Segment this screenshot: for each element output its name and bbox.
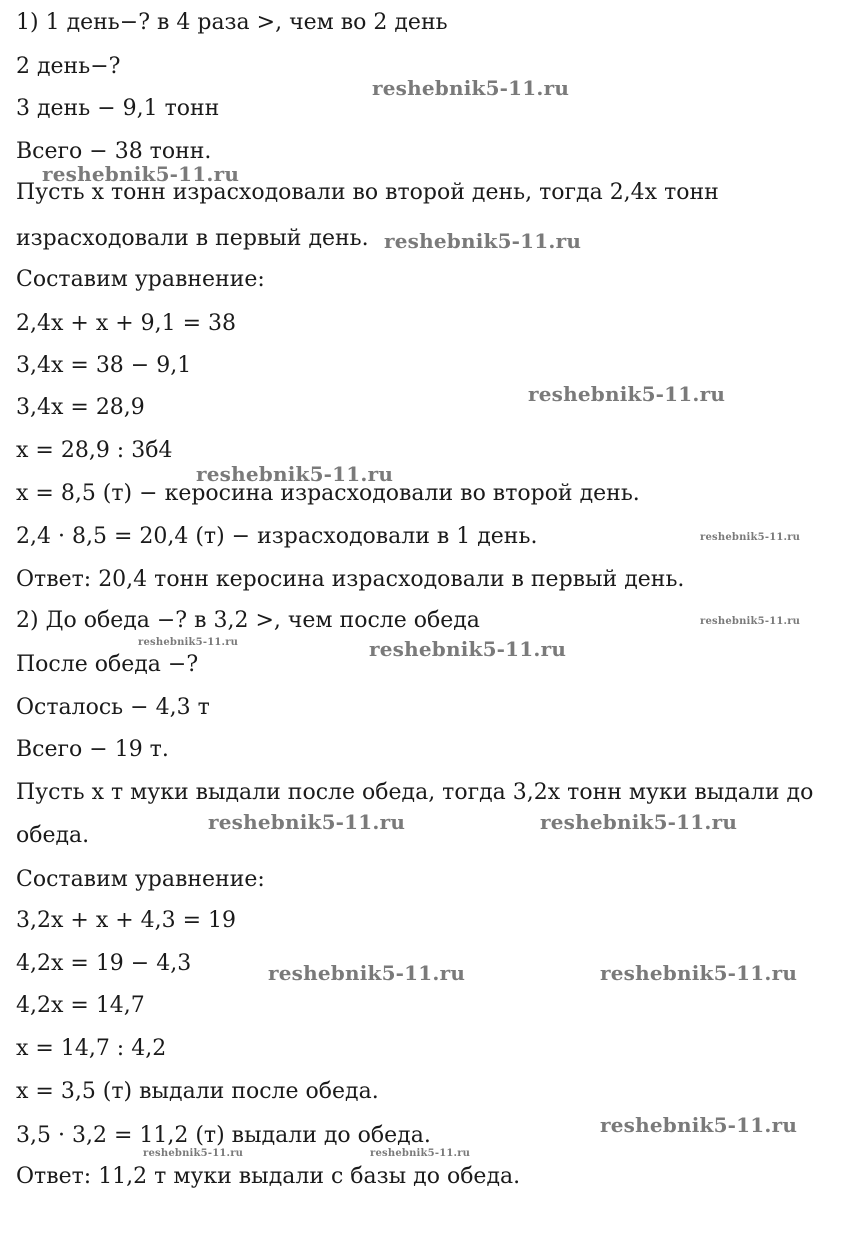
- text-line: x = 28,9 : 3б4: [16, 438, 173, 463]
- watermark: reshebnik5-11.ru: [600, 1113, 798, 1137]
- text-line: 1) 1 день−? в 4 раза >, чем во 2 день: [16, 10, 448, 35]
- text-line: 2,4x + x + 9,1 = 38: [16, 311, 237, 336]
- text-line: Пусть x т муки выдали после обеда, тогда 3,2x тонн муки выдали до: [16, 780, 814, 805]
- text-line: После обеда −?: [16, 652, 199, 677]
- watermark: reshebnik5-11.ru: [138, 637, 239, 648]
- watermark: reshebnik5-11.ru: [370, 1148, 471, 1159]
- watermark: reshebnik5-11.ru: [372, 76, 570, 100]
- watermark: reshebnik5-11.ru: [369, 637, 567, 661]
- text-line: 4,2x = 19 − 4,3: [16, 951, 192, 976]
- text-line: 4,2x = 14,7: [16, 993, 145, 1018]
- watermark: reshebnik5-11.ru: [700, 532, 801, 543]
- watermark: reshebnik5-11.ru: [208, 810, 406, 834]
- text-line: Всего − 19 т.: [16, 737, 169, 762]
- text-line: 2) До обеда −? в 3,2 >, чем после обеда: [16, 608, 480, 633]
- watermark: reshebnik5-11.ru: [42, 162, 240, 186]
- text-line: 3 день − 9,1 тонн: [16, 96, 220, 121]
- watermark: reshebnik5-11.ru: [600, 961, 798, 985]
- text-line: Ответ: 20,4 тонн керосина израсходовали в первый день.: [16, 567, 685, 592]
- watermark: reshebnik5-11.ru: [528, 382, 726, 406]
- watermark: reshebnik5-11.ru: [700, 616, 801, 627]
- text-line: Осталось − 4,3 т: [16, 695, 210, 720]
- text-line: 3,4x = 28,9: [16, 395, 145, 420]
- watermark: reshebnik5-11.ru: [143, 1148, 244, 1159]
- text-line: 2 день−?: [16, 54, 121, 79]
- text-line: израсходовали в первый день.: [16, 226, 369, 251]
- text-line: 3,2x + x + 4,3 = 19: [16, 908, 237, 933]
- text-line: 3,5 · 3,2 = 11,2 (т) выдали до обеда.: [16, 1123, 431, 1148]
- text-line: обеда.: [16, 823, 90, 848]
- text-line: Ответ: 11,2 т муки выдали с базы до обеда.: [16, 1164, 521, 1189]
- text-line: 2,4 · 8,5 = 20,4 (т) − израсходовали в 1 день.: [16, 524, 538, 549]
- text-line: x = 3,5 (т) выдали после обеда.: [16, 1079, 379, 1104]
- text-line: Пусть x тонн израсходовали во второй день, тогда 2,4x тонн: [16, 180, 719, 205]
- text-line: x = 14,7 : 4,2: [16, 1036, 167, 1061]
- text-line: Составим уравнение:: [16, 267, 265, 292]
- text-line: x = 8,5 (т) − керосина израсходовали во второй день.: [16, 481, 640, 506]
- watermark: reshebnik5-11.ru: [384, 229, 582, 253]
- watermark: reshebnik5-11.ru: [196, 462, 394, 486]
- watermark: reshebnik5-11.ru: [268, 961, 466, 985]
- text-line: Всего − 38 тонн.: [16, 139, 212, 164]
- watermark: reshebnik5-11.ru: [540, 810, 738, 834]
- text-line: 3,4x = 38 − 9,1: [16, 353, 192, 378]
- text-line: Составим уравнение:: [16, 867, 265, 892]
